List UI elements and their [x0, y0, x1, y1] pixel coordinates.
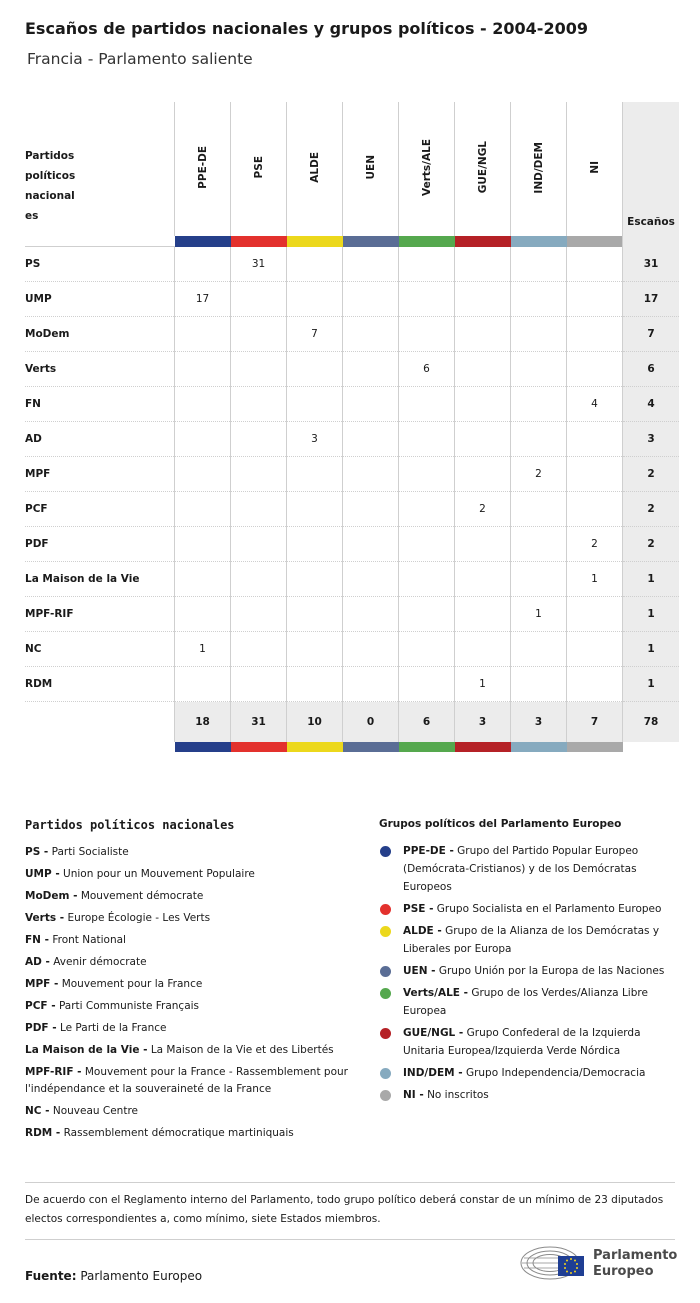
seat-cell — [175, 247, 231, 282]
seat-cell — [343, 317, 399, 352]
table-body — [25, 247, 679, 702]
national-legend-title: Partidos políticos nacionales — [25, 818, 235, 832]
group-color-dot-icon — [380, 904, 391, 915]
national-legend-name: Parti Communiste Français — [58, 1000, 200, 1012]
national-legend-abbr: NC - — [25, 1105, 50, 1117]
group-legend-name: Grupo de la Alianza de los Demócratas y Liberales por Europa — [403, 925, 660, 955]
national-legend-item — [25, 866, 355, 883]
national-legend-abbr: AD - — [25, 956, 50, 968]
seat-cell: 2 — [455, 492, 511, 527]
table-row — [25, 387, 679, 422]
seat-cell — [175, 527, 231, 562]
party-total-cell: 1 — [623, 667, 680, 702]
seat-cell — [343, 352, 399, 387]
seat-cell — [455, 282, 511, 317]
seats-bar-spacer — [623, 236, 680, 247]
group-color-bar-ind-dem — [511, 742, 567, 752]
seat-cell — [455, 632, 511, 667]
party-name-cell: MPF — [25, 457, 175, 492]
group-legend-name: Grupo Unión por la Europa de las Naciones — [438, 965, 665, 977]
seat-cell — [343, 667, 399, 702]
seat-cell — [399, 457, 455, 492]
party-total-cell: 6 — [623, 352, 680, 387]
party-total-cell: 1 — [623, 632, 680, 667]
seat-cell — [567, 667, 623, 702]
seat-cell: 1 — [175, 632, 231, 667]
seat-cell — [287, 387, 343, 422]
bar-spacer — [25, 742, 175, 752]
group-color-bar-ppe-de — [175, 742, 231, 752]
seat-cell — [455, 597, 511, 632]
seat-cell — [567, 422, 623, 457]
group-legend-abbr: ALDE - — [403, 925, 442, 937]
groups-legend-title: Grupos políticos del Parlamento Europeo — [379, 818, 622, 830]
page-subtitle: Francia - Parlamento saliente — [27, 50, 253, 68]
group-total-cell: 7 — [567, 702, 623, 743]
group-header-alde: ALDE — [287, 102, 343, 236]
party-name-cell: Verts — [25, 352, 175, 387]
seat-cell — [287, 282, 343, 317]
table-row — [25, 527, 679, 562]
seat-cell: 31 — [231, 247, 287, 282]
seat-cell — [175, 422, 231, 457]
group-color-bar-ppe-de — [175, 236, 231, 247]
group-legend-name: Grupo Independencia/Democracia — [465, 1067, 646, 1079]
group-header-pse: PSE — [231, 102, 287, 236]
group-legend-item — [379, 962, 679, 980]
ep-logo — [520, 1244, 680, 1284]
party-total-cell: 1 — [623, 562, 680, 597]
group-legend-name: Grupo de los Verdes/Alianza Libre Europea — [403, 987, 648, 1017]
national-legend-name: Mouvement pour la France - Rassemblement pour l'indépendance et la souveraineté de la France — [25, 1066, 348, 1095]
seat-cell — [175, 457, 231, 492]
national-legend-abbr: MoDem - — [25, 890, 78, 902]
footnote: De acuerdo con el Reglamento interno del Parlamento, todo grupo político deberá constar de un mínimo de 23 diputados electos correspondientes a, como mínimo, siete Estados miembros. — [25, 1182, 675, 1240]
group-color-bar-gue-ngl — [455, 742, 511, 752]
seat-cell — [287, 492, 343, 527]
table-row — [25, 282, 679, 317]
seat-cell — [287, 352, 343, 387]
group-color-bar-row-bottom — [25, 742, 679, 752]
group-total-cell: 10 — [287, 702, 343, 743]
party-name-cell: PCF — [25, 492, 175, 527]
seat-cell — [175, 562, 231, 597]
table-row — [25, 597, 679, 632]
group-legend-item — [379, 900, 679, 918]
seat-cell — [231, 352, 287, 387]
group-legend-name: No inscritos — [427, 1089, 489, 1101]
group-color-bar-row — [25, 236, 679, 247]
seat-cell — [567, 317, 623, 352]
party-total-cell: 1 — [623, 597, 680, 632]
group-total-cell: 3 — [511, 702, 567, 743]
group-color-bar-uen — [343, 742, 399, 752]
party-name-cell: UMP — [25, 282, 175, 317]
seat-cell — [175, 667, 231, 702]
national-legend-name: Europe Écologie - Les Verts — [67, 912, 211, 924]
seats-column-header: Escaños — [623, 102, 680, 236]
national-legend-item — [25, 1103, 355, 1120]
group-legend-abbr: NI - — [403, 1089, 424, 1101]
group-legend-name: Grupo Socialista en el Parlamento Europeo — [436, 903, 662, 915]
seat-cell — [343, 422, 399, 457]
seat-cell — [455, 457, 511, 492]
seat-cell — [287, 527, 343, 562]
seat-cell — [231, 492, 287, 527]
seat-cell — [231, 667, 287, 702]
table-row — [25, 632, 679, 667]
national-legend-name: Parti Socialiste — [51, 846, 129, 858]
group-total-cell: 0 — [343, 702, 399, 743]
national-legend-item — [25, 954, 355, 971]
seat-cell — [511, 317, 567, 352]
source-line — [25, 1269, 202, 1283]
party-total-cell: 2 — [623, 527, 680, 562]
party-name-cell: PDF — [25, 527, 175, 562]
group-header-ni: NI — [567, 102, 623, 236]
seat-cell — [231, 422, 287, 457]
seat-cell — [455, 247, 511, 282]
group-total-cell: 6 — [399, 702, 455, 743]
group-total-cell: 31 — [231, 702, 287, 743]
national-legend-abbr: PS - — [25, 846, 49, 858]
table-header-row — [25, 102, 679, 236]
group-color-dot-icon — [380, 926, 391, 937]
table-row — [25, 247, 679, 282]
national-legend-item — [25, 998, 355, 1015]
seat-cell — [455, 387, 511, 422]
group-color-bar-alde — [287, 742, 343, 752]
seat-cell — [343, 632, 399, 667]
group-legend-item — [379, 842, 679, 896]
group-color-bar-uen — [343, 236, 399, 247]
seat-cell: 17 — [175, 282, 231, 317]
group-color-dot-icon — [380, 966, 391, 977]
seat-cell — [567, 282, 623, 317]
group-color-bar-ind-dem — [511, 236, 567, 247]
seat-cell — [455, 352, 511, 387]
party-total-cell: 2 — [623, 492, 680, 527]
group-legend-abbr: GUE/NGL - — [403, 1027, 464, 1039]
page-title: Escaños de partidos nacionales y grupos políticos - 2004-2009 — [25, 19, 588, 38]
seat-cell — [287, 562, 343, 597]
seat-cell — [231, 317, 287, 352]
seat-cell — [511, 352, 567, 387]
group-header-ind-dem: IND/DEM — [511, 102, 567, 236]
party-name-cell: La Maison de la Vie — [25, 562, 175, 597]
group-total-cell: 18 — [175, 702, 231, 743]
seat-cell — [343, 527, 399, 562]
seat-cell — [399, 527, 455, 562]
seat-cell — [343, 597, 399, 632]
national-legend-name: Nouveau Centre — [52, 1105, 139, 1117]
group-color-dot-icon — [380, 1028, 391, 1039]
national-legend-name: Rassemblement démocratique martiniquais — [63, 1127, 294, 1139]
seats-bar-spacer — [623, 742, 680, 752]
group-header-verts-ale: Verts/ALE — [399, 102, 455, 236]
seat-cell — [399, 387, 455, 422]
group-color-bar-verts-ale — [399, 742, 455, 752]
seat-cell — [231, 597, 287, 632]
group-header-uen: UEN — [343, 102, 399, 236]
seat-cell — [231, 632, 287, 667]
seat-cell — [455, 562, 511, 597]
ep-logo-text: Parlamento Europeo — [593, 1248, 678, 1279]
table-row — [25, 352, 679, 387]
group-legend-abbr: Verts/ALE - — [403, 987, 468, 999]
group-color-dot-icon — [380, 846, 391, 857]
group-legend-abbr: UEN - — [403, 965, 436, 977]
party-name-cell: MoDem — [25, 317, 175, 352]
seat-cell — [399, 492, 455, 527]
national-legend-item — [25, 1125, 355, 1142]
seat-cell — [343, 562, 399, 597]
party-total-cell: 3 — [623, 422, 680, 457]
political-groups-legend — [379, 818, 679, 1108]
seat-cell — [231, 562, 287, 597]
seat-cell — [399, 247, 455, 282]
seat-cell — [455, 422, 511, 457]
group-color-bar-ni — [567, 742, 623, 752]
national-legend-name: Le Parti de la France — [59, 1022, 167, 1034]
national-legend-item — [25, 1064, 355, 1098]
seat-cell — [287, 667, 343, 702]
national-legend-abbr: UMP - — [25, 868, 60, 880]
seat-cell: 4 — [567, 387, 623, 422]
seat-cell — [343, 282, 399, 317]
national-legend-item — [25, 932, 355, 949]
party-name-cell: RDM — [25, 667, 175, 702]
seats-table — [25, 102, 679, 752]
national-legend-abbr: MPF - — [25, 978, 59, 990]
group-legend-item — [379, 1024, 679, 1060]
seat-cell — [567, 457, 623, 492]
seat-cell — [231, 527, 287, 562]
seat-cell: 7 — [287, 317, 343, 352]
party-total-cell: 2 — [623, 457, 680, 492]
table-row — [25, 562, 679, 597]
party-name-cell: MPF-RIF — [25, 597, 175, 632]
national-legend-item — [25, 976, 355, 993]
seat-cell — [567, 352, 623, 387]
seat-cell — [511, 282, 567, 317]
group-legend-abbr: PPE-DE - — [403, 845, 454, 857]
seat-cell — [175, 352, 231, 387]
seat-cell — [287, 457, 343, 492]
totals-label-spacer — [25, 702, 175, 743]
source-value: Parlamento Europeo — [80, 1269, 203, 1283]
national-legend-name: Union pour un Mouvement Populaire — [63, 868, 255, 880]
seat-cell — [231, 457, 287, 492]
seat-cell — [343, 247, 399, 282]
national-legend-item — [25, 910, 355, 927]
group-color-dot-icon — [380, 988, 391, 999]
bar-spacer — [25, 236, 175, 247]
ep-logo-icon — [520, 1244, 590, 1282]
national-legend-item — [25, 888, 355, 905]
national-legend-item — [25, 1020, 355, 1037]
seat-cell — [511, 387, 567, 422]
seat-cell — [175, 387, 231, 422]
seat-cell — [567, 492, 623, 527]
table-row — [25, 457, 679, 492]
seat-cell — [511, 247, 567, 282]
totals-row — [25, 702, 679, 743]
national-legend-abbr: Verts - — [25, 912, 65, 924]
seat-cell: 2 — [567, 527, 623, 562]
national-legend-name: Mouvement démocrate — [80, 890, 204, 902]
seat-cell — [343, 387, 399, 422]
group-color-bar-verts-ale — [399, 236, 455, 247]
seat-cell — [175, 317, 231, 352]
seat-cell — [231, 387, 287, 422]
seat-cell — [287, 247, 343, 282]
party-total-cell: 4 — [623, 387, 680, 422]
national-legend-abbr: RDM - — [25, 1127, 61, 1139]
seat-cell — [511, 492, 567, 527]
seat-cell — [399, 562, 455, 597]
seat-cell — [455, 317, 511, 352]
seat-cell — [511, 527, 567, 562]
national-legend-name: Front National — [52, 934, 126, 946]
party-name-cell: NC — [25, 632, 175, 667]
group-color-bar-alde — [287, 236, 343, 247]
group-legend-item — [379, 922, 679, 958]
seat-cell — [511, 422, 567, 457]
seat-cell: 1 — [567, 562, 623, 597]
group-legend-item — [379, 1064, 679, 1082]
party-column-header: Partidos políticos nacional es — [25, 150, 76, 222]
seat-cell: 6 — [399, 352, 455, 387]
seat-cell — [511, 667, 567, 702]
party-total-cell: 31 — [623, 247, 680, 282]
party-total-cell: 17 — [623, 282, 680, 317]
national-legend-name: La Maison de la Vie et des Libertés — [150, 1044, 334, 1056]
group-color-bar-gue-ngl — [455, 236, 511, 247]
national-legend-abbr: PCF - — [25, 1000, 56, 1012]
national-legend-abbr: MPF-RIF - — [25, 1066, 82, 1078]
seat-cell — [399, 282, 455, 317]
national-legend-abbr: FN - — [25, 934, 49, 946]
seat-cell — [287, 597, 343, 632]
table-row — [25, 667, 679, 702]
seat-cell — [287, 632, 343, 667]
seat-cell: 1 — [455, 667, 511, 702]
party-name-cell: AD — [25, 422, 175, 457]
group-color-bar-pse — [231, 742, 287, 752]
seat-cell — [399, 422, 455, 457]
national-legend-name: Mouvement pour la France — [61, 978, 203, 990]
group-total-cell: 3 — [455, 702, 511, 743]
seat-cell — [399, 667, 455, 702]
table-row — [25, 492, 679, 527]
group-color-dot-icon — [380, 1090, 391, 1101]
seat-cell — [399, 317, 455, 352]
national-legend-abbr: PDF - — [25, 1022, 57, 1034]
grand-total-cell: 78 — [623, 702, 680, 743]
seat-cell — [399, 597, 455, 632]
national-legend-item — [25, 1042, 355, 1059]
group-header-gue-ngl: GUE/NGL — [455, 102, 511, 236]
seat-cell — [175, 597, 231, 632]
group-legend-item — [379, 984, 679, 1020]
seat-cell — [399, 632, 455, 667]
seat-cell — [511, 632, 567, 667]
table-row — [25, 317, 679, 352]
seat-cell — [567, 247, 623, 282]
group-legend-item — [379, 1086, 679, 1104]
group-color-bar-pse — [231, 236, 287, 247]
group-legend-name: Grupo del Partido Popular Europeo (Demócrata-Cristianos) y de los Demócratas Europeos — [403, 845, 639, 893]
group-color-bar-ni — [567, 236, 623, 247]
source-label: Fuente: — [25, 1269, 77, 1283]
seat-cell — [343, 492, 399, 527]
seat-cell — [343, 457, 399, 492]
seat-cell: 2 — [511, 457, 567, 492]
seat-cell — [511, 562, 567, 597]
seat-cell — [231, 282, 287, 317]
national-parties-legend — [25, 818, 355, 1147]
seat-cell: 1 — [511, 597, 567, 632]
group-legend-abbr: IND/DEM - — [403, 1067, 463, 1079]
national-legend-item — [25, 844, 355, 861]
national-legend-abbr: La Maison de la Vie - — [25, 1044, 148, 1056]
group-color-dot-icon — [380, 1068, 391, 1079]
seat-cell: 3 — [287, 422, 343, 457]
party-total-cell: 7 — [623, 317, 680, 352]
seat-cell — [175, 492, 231, 527]
seat-cell — [567, 597, 623, 632]
seat-cell — [567, 632, 623, 667]
group-legend-name: Grupo Confederal de la Izquierda Unitaria Europea/Izquierda Verde Nórdica — [403, 1027, 641, 1057]
party-name-cell: FN — [25, 387, 175, 422]
party-name-cell: PS — [25, 247, 175, 282]
group-header-ppe-de: PPE-DE — [175, 102, 231, 236]
group-legend-abbr: PSE - — [403, 903, 434, 915]
table-row — [25, 422, 679, 457]
national-legend-name: Avenir démocrate — [53, 956, 147, 968]
seat-cell — [455, 527, 511, 562]
